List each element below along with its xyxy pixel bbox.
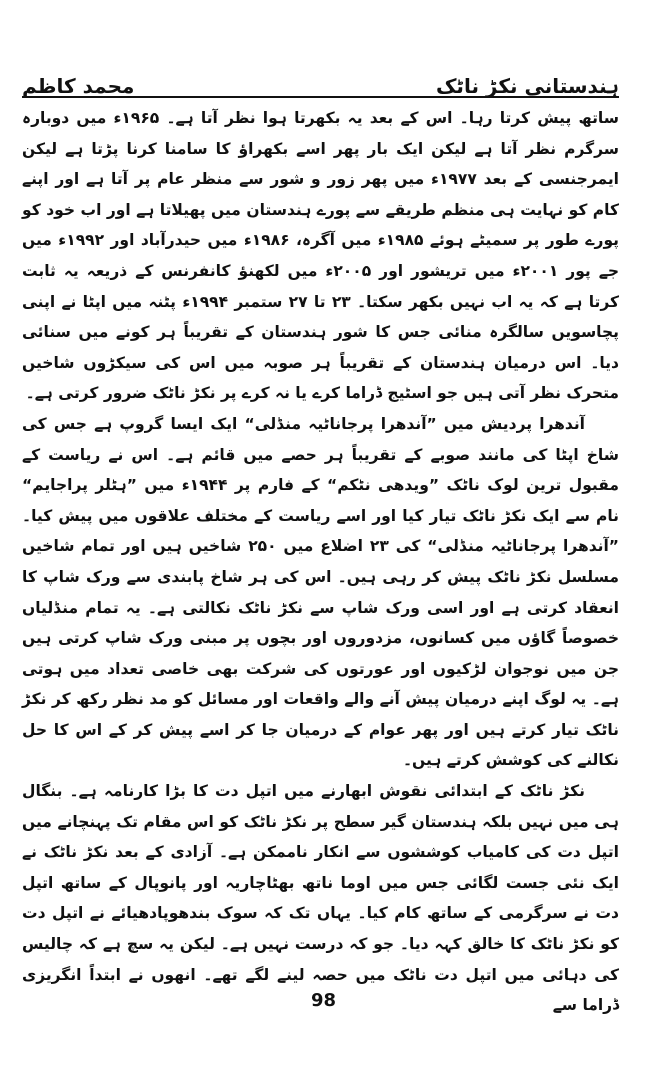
paragraph: آندھرا پردیش میں ”آندھرا پرجاناٹیہ منڈلی“ ایک ایسا گروپ ہے جس کی شاخ اپٹا کی مانند صوبے کے تقریباً ہر حصے میں قائم ہے۔ اس نے ریاست کے مقبول ترین لوک ناٹک ”ویدھی نٹکم“ کے فارم پر ۱۹۴۴ء میں ”ہٹلر پراجایم“ نام سے ایک نکڑ ناٹک تیار کیا اور اسے ریاست کے مختلف علاقوں میں پیش کیا۔ ”آندھرا پرجاناٹیہ منڈلی“ کی ۲۳ اضلاع میں ۲۵۰ شاخیں ہیں اور تمام شاخیں مسلسل نکڑ ناٹک پیش کر رہی ہیں۔ اس کی ہر شاخ پابندی سے ورک شاپ کا انعقاد کرتی ہے اور اسی ورک شاپ سے نکڑ ناٹک نکالتی ہے۔ یہ تمام منڈلیاں خصوصاً گاؤں میں کسانوں، مزدوروں اور بچوں پر مبنی ورک شاپ کرتی ہیں جن میں نوجوان لڑکیوں اور عورتوں کی شرکت بھی خاصی تعداد میں ہوتی ہے۔ یہ لوگ اپنے درمیان پیش آنے والے واقعات اور مسائل کو مد نظر رکھ کر نکڑ ناٹک تیار کرتے ہیں اور پھر عوام کے درمیان جا کر اسے پیش کر کے اس کا حل نکالنے کی کوشش کرتے ہیں۔ (22, 414, 619, 770)
paragraph: نکڑ ناٹک کے ابتدائی نقوش ابھارنے میں اتپل دت کا بڑا کارنامہ ہے۔ بنگال ہی میں نہیں بلکہ ہندستان گیر سطح پر نکڑ ناٹک کو اس مقام تک پہنچانے میں اتپل دت کی کامیاب کوششوں سے انکار ناممکن ہے۔ آزادی کے بعد نکڑ ناٹک نے ایک نئی جست لگائی جس میں اوما ناتھ بھٹاچاریہ اور پانوپال کے ساتھ اتپل دت نے سرگرمی کے ساتھ کام کیا۔ یہاں تک کہ سوک بندھوپادھیائے نے اتپل دت کو نکڑ ناٹک کا خالق کہہ دیا۔ جو کہ درست نہیں ہے۔ لیکن یہ سچ ہے کہ چالیس کی دہائی میں اتپل دت ناٹک میں حصہ لینے لگے تھے۔ انھوں نے ابتداً انگریزی ڈراما سے (22, 782, 619, 1015)
book-title: ہندستانی نکڑ ناٹک (435, 74, 619, 98)
paragraph: ساتھ پیش کرتا رہا۔ اس کے بعد یہ بکھرتا ہوا نظر آتا ہے۔ ۱۹۶۵ء میں دوبارہ سرگرم نظر آتا ہے لیکن ایک بار پھر اسے بکھراؤ کا سامنا کرنا پڑتا ہے لیکن ایمرجنسی کے بعد ۱۹۷۷ء میں پھر زور و شور سے منظر عام پر آتا ہے اور اپنے کام کو نہایت ہی منظم طریقے سے پورے ہندستان میں پھیلاتا ہے اور اب خود کو پورے طور پر سمیٹے ہوئے ۱۹۸۵ء میں آگرہ، ۱۹۸۶ء میں حیدرآباد اور ۱۹۹۲ء میں جے پور ۲۰۰۱ء میں تریشور اور ۲۰۰۵ء میں لکھنؤ کانفرنس کے ذریعہ یہ ثابت کرتا ہے کہ یہ اب نہیں بکھر سکتا۔ ۲۳ تا ۲۷ ستمبر ۱۹۹۴ء پٹنہ میں اپٹا نے اپنی پچاسویں سالگرہ منائی جس کا شور ہندستان کے تقریباً ہر کونے میں سنائی دیا۔ اس درمیان ہندستان کے تقریباً ہر صوبہ میں اس کی سیکڑوں شاخیں متحرک نظر آتی ہیں جو اسٹیج ڈراما کرے یا نہ کرے پر نکڑ ناٹک ضرور کرتی ہے۔ (22, 109, 619, 403)
author-name: محمد کاظم (22, 74, 135, 98)
page-number: 98 (310, 990, 337, 1011)
running-header (22, 58, 619, 98)
header-rule (22, 96, 619, 98)
body-text (22, 103, 619, 1021)
